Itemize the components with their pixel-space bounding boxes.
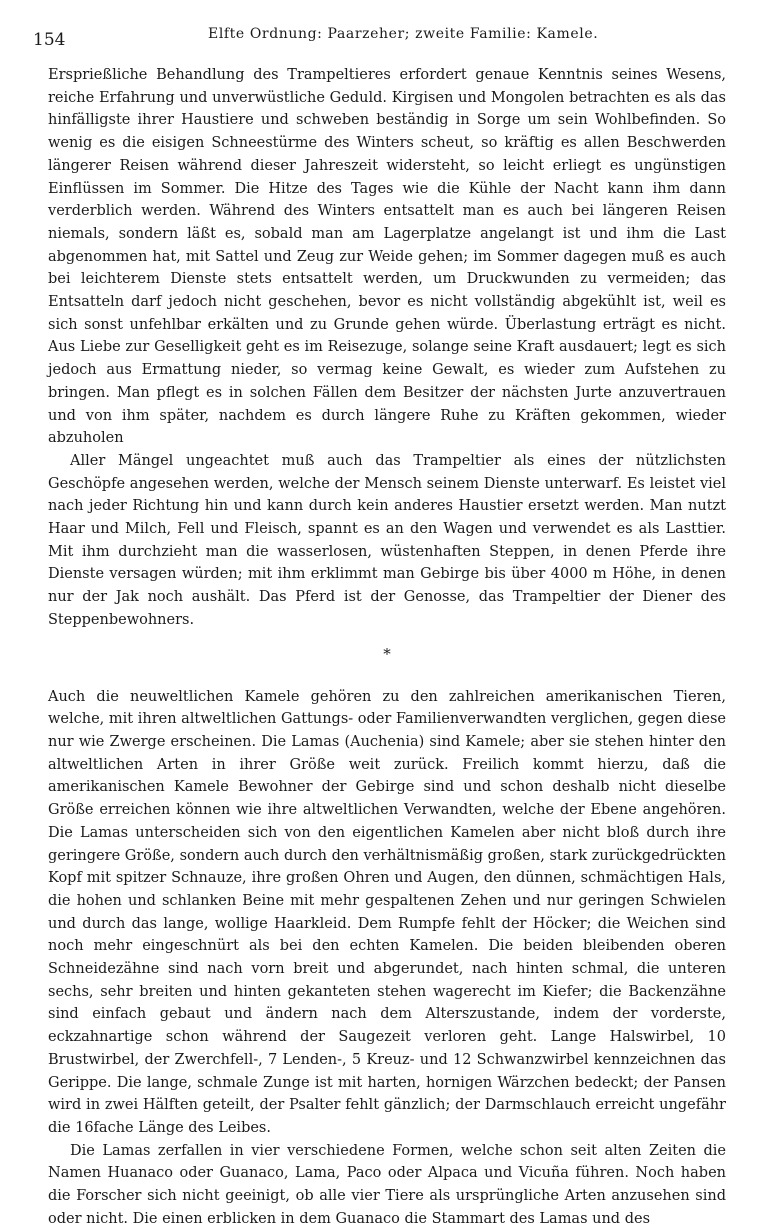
running-head: Elfte Ordnung: Paarzeher; zweite Familie: Kamele. bbox=[208, 26, 599, 42]
paragraph: Ersprießliche Behandlung des Trampeltieres erfordert genaue Kenntnis seines Wesens, reiche Erfahrung und unverwüstliche Geduld. Kirgisen und Mongolen betrachten es als das hinfälligste ihrer Haustiere und schweben beständig in Sorge um sein Wohlbefinden. So wenig es die eisigen Schneestürme des Winters scheut, so kräftig es allen Beschwerden längerer Reisen während dieser Jahreszeit widersteht, so leicht erliegt es ungünstigen Einflüssen im Sommer. Die Hitze des Tages wie die Kühle der Nacht kann ihm dann verderblich werden. Während des Winters entsattelt man es auch bei längeren Reisen niemals, sondern läßt es, sobald man am Lagerplatze angelangt ist und ihm die Last abgenommen hat, mit Sattel und Zeug zur Weide gehen; im Sommer dagegen muß es auch bei leichterem Dienste stets entsattelt werden, um Druckwunden zu vermeiden; das Entsatteln darf jedoch nicht geschehen, bevor es nicht vollständig abgekühlt ist, weil es sich sonst unfehlbar erkälten und zu Grunde gehen würde. Überlastung erträgt es nicht. Aus Liebe zur Geselligkeit geht es im Reisezuge, solange seine Kraft ausdauert; legt es sich jedoch aus Ermattung nieder, so vermag keine Gewalt, es wieder zum Aufstehen zu bringen. Man pflegt es in solchen Fällen dem Besitzer der nächsten Jurte anzuvertrauen und von ihm später, nachdem es durch längere Ruhe zu Kräften gekommen, wieder abzuholen bbox=[48, 67, 726, 447]
paragraph: Auch die neuweltlichen Kamele gehören zu den zahlreichen amerikanischen Tieren, welche, mit ihren altweltlichen Gattungs- oder Familienverwandten verglichen, gegen diese nur wie Zwerge erscheinen. Die Lamas (Auchenia) sind Kamele; aber sie stehen hinter den altweltlichen Arten in ihrer Größe weit zurück. Freilich kommt hierzu, daß die amerikanischen Kamele Bewohner der Gebirge sind und schon deshalb nicht dieselbe Größe erreichen können wie ihre altweltlichen Verwandten, welche der Ebene angehören. Die Lamas unterscheiden sich von den eigentlichen Kamelen aber nicht bloß durch ihre geringere Größe, sondern auch durch den verhältnismäßig großen, stark zurückgedrückten Kopf mit spitzer Schnauze, ihre großen Ohren und Augen, den dünnen, schmächtigen Hals, die hohen und schlanken Beine mit mehr gespaltenen Zehen und nur geringen Schwielen und durch das lange, wollige Haarkleid. Dem Rumpfe fehlt der Höcker; die Weichen sind noch mehr eingeschnürt als bei den echten Kamelen. Die beiden bleibenden oberen Schneidezähne sind nach vorn breit und abgerundet, nach hinten schmal, die unteren sechs, sehr breiten und hinten gekanteten stehen wagerecht im Kiefer; die Backenzähne sind einfach gebaut und ändern nach dem Alterszustande, indem der vorderste, eckzahnartige schon während der Saugezeit verloren geht. Lange Halswirbel, 10 Brustwirbel, der Zwerchfell-, 7 Lenden-, 5 Kreuz- und 12 Schwanzwirbel kennzeichnen das Gerippe. Die lange, schmale Zunge ist mit harten, hornigen Wärzchen bedeckt; der Pansen wird in zwei Hälften geteilt, der Psalter fehlt gänzlich; der Darmschlauch erreicht ungefähr die 16fache Länge des Leibes. bbox=[48, 688, 726, 1136]
body-text bbox=[48, 64, 726, 1230]
page-number: 154 bbox=[33, 30, 66, 50]
section-spacer bbox=[48, 678, 726, 686]
paragraph: Aller Mängel ungeachtet muß auch das Trampeltier als eines der nützlichsten Geschöpfe angesehen werden, welche der Mensch seinem Dienste unterwarf. Es leistet viel nach jeder Richtung hin und kann durch kein anderes Haustier ersetzt werden. Man nutzt Haar und Milch, Fell und Fleisch, spannt es an den Wagen und verwendet es als Lasttier. Mit ihm durchzieht man die wasserlosen, wüstenhaften Steppen, in denen Pferde ihre Dienste versagen würden; mit ihm erklimmt man Gebirge bis über 4000 m Höhe, in denen nur der Jak noch aushält. Das Pferd ist der Genosse, das Trampeltier der Diener des Steppenbewohners. bbox=[48, 452, 726, 628]
page-header bbox=[33, 24, 730, 48]
paragraph: Die Lamas zerfallen in vier verschiedene Formen, welche schon seit alten Zeiten die Namen Huanaco oder Guanaco, Lama, Paco oder Alpaca und Vicuña führen. Noch haben die Forscher sich nicht geeinigt, ob alle vier Tiere als ursprüngliche Arten anzusehen sind oder nicht. Die einen erblicken in dem Guanaco die Stammart des Lamas und des bbox=[48, 1142, 726, 1227]
section-separator: * bbox=[383, 644, 391, 663]
